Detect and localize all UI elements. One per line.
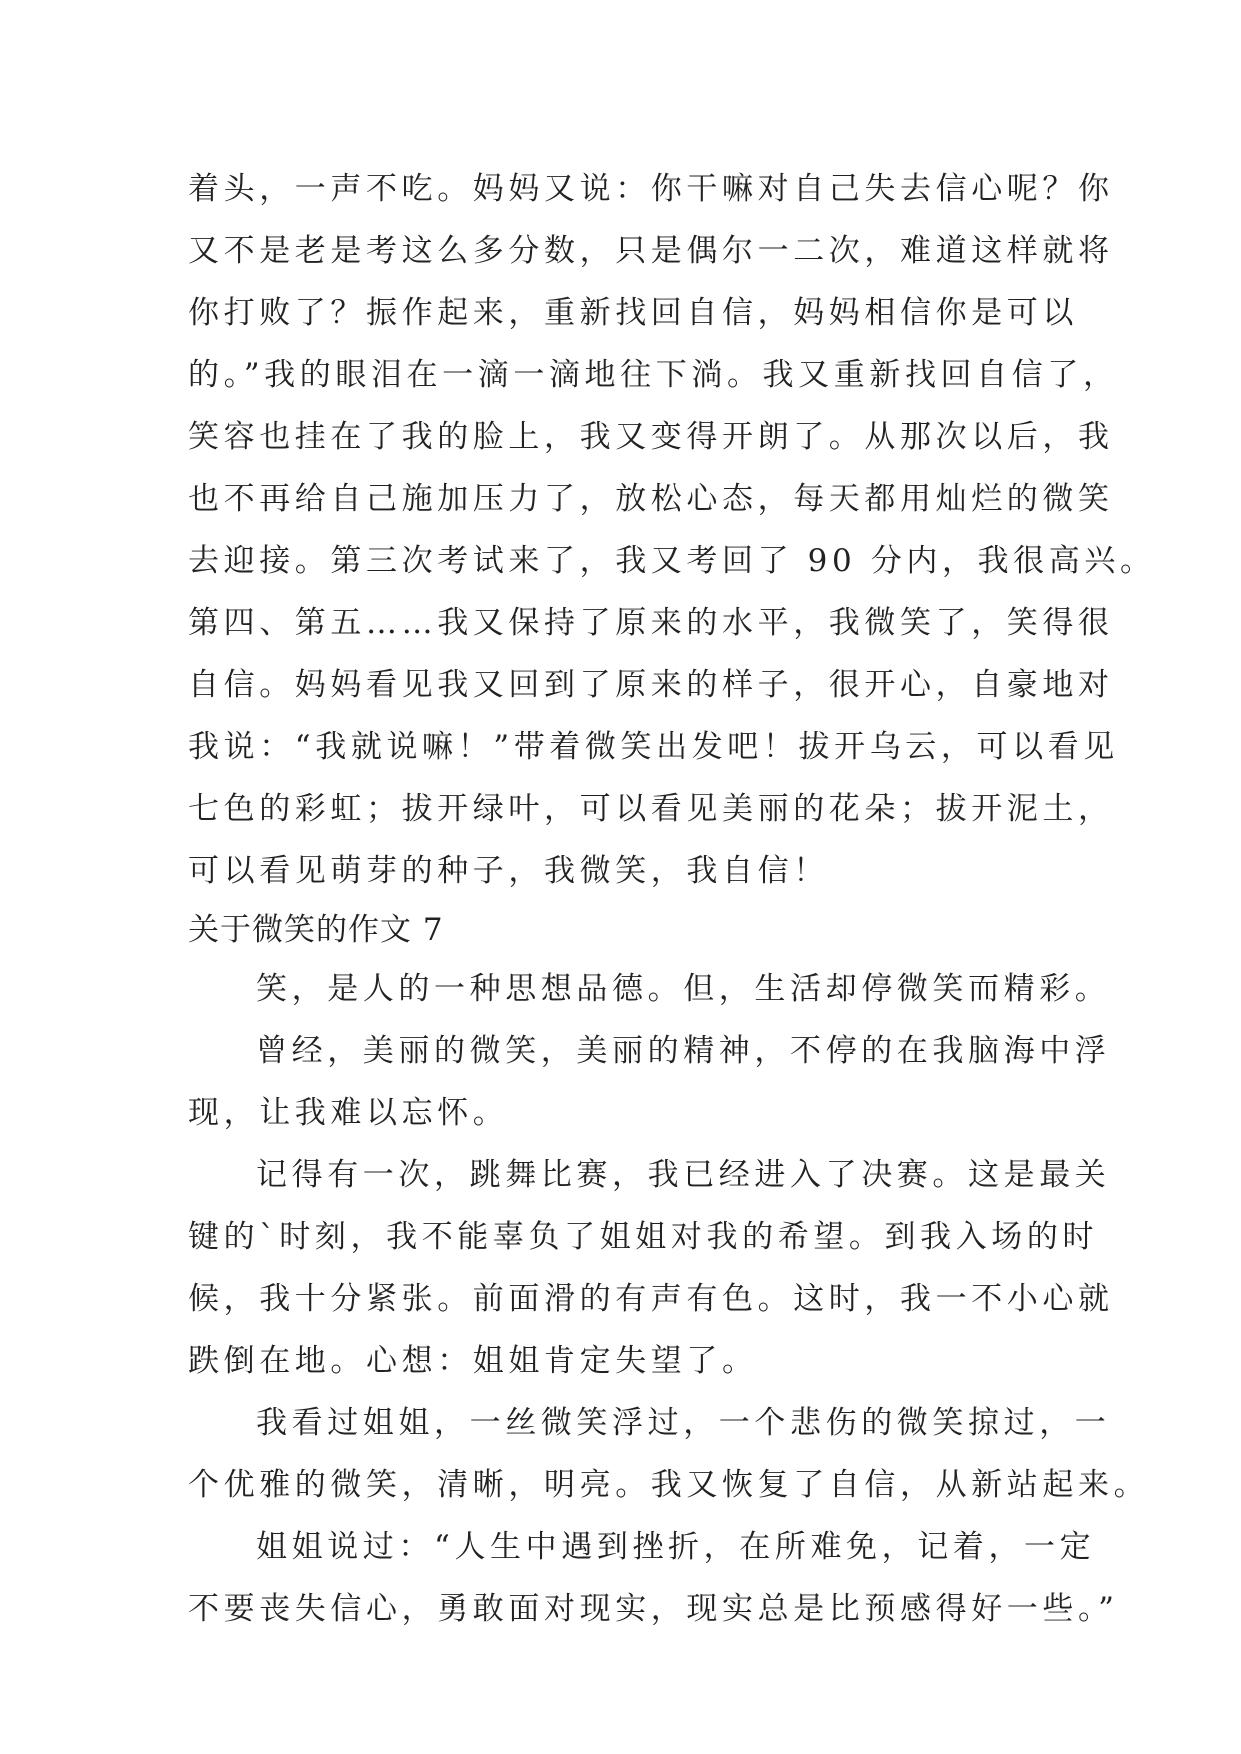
text-line: 着头，一声不吃。妈妈又说：你干嘛对自己失去信心呢？你 bbox=[188, 171, 1114, 207]
text-line: 自信。妈妈看见我又回到了原来的样子，很开心，自豪地对 bbox=[188, 667, 1114, 703]
text-line: 键的`时刻，我不能辜负了姐姐对我的希望。到我入场的时 bbox=[188, 1219, 1099, 1255]
text-line: 笑容也挂在了我的脸上，我又变得开朗了。从那次以后，我 bbox=[188, 419, 1114, 455]
text-line: 现，让我难以忘怀。 bbox=[188, 1095, 509, 1131]
text-line: 可以看见萌芽的种子，我微笑，我自信！ bbox=[188, 853, 829, 889]
text-line: 去迎接。第三次考试来了，我又考回了 90 分内，我很高兴。 bbox=[188, 543, 1156, 579]
text-line: 我说：“我就说嘛！”带着微笑出发吧！拔开乌云，可以看见 bbox=[188, 729, 1119, 765]
paragraph-first-line: 记得有一次，跳舞比赛，我已经进入了决赛。这是最关 bbox=[256, 1157, 1111, 1193]
text-line: 个优雅的微笑，清晰，明亮。我又恢复了自信，从新站起来。 bbox=[188, 1467, 1150, 1503]
document-body bbox=[188, 158, 1156, 1640]
text-line: 不要丧失信心，勇敢面对现实，现实总是比预感得好一些。” bbox=[188, 1591, 1119, 1627]
text-line: 七色的彩虹；拔开绿叶，可以看见美丽的花朵；拔开泥土， bbox=[188, 791, 1114, 827]
text-line: 候，我十分紧张。前面滑的有声有色。这时，我一不小心就 bbox=[188, 1281, 1114, 1317]
paragraph-first-line: 我看过姐姐，一丝微笑浮过，一个悲伤的微笑掠过，一 bbox=[256, 1405, 1111, 1441]
text-line: 的。”我的眼泪在一滴一滴地往下淌。我又重新找回自信了， bbox=[188, 357, 1119, 393]
text-line: 你打败了？振作起来，重新找回自信，妈妈相信你是可以 bbox=[188, 295, 1078, 331]
text-line: 也不再给自己施加压力了，放松心态，每天都用灿烂的微笑 bbox=[188, 481, 1114, 517]
paragraph-first-line: 笑，是人的一种思想品德。但，生活却停微笑而精彩。 bbox=[256, 971, 1111, 1007]
text-line: 又不是老是考这么多分数，只是偶尔一二次，难道这样就将 bbox=[188, 233, 1114, 269]
text-line: 跌倒在地。心想：姐姐肯定失望了。 bbox=[188, 1343, 758, 1379]
section-title: 关于微笑的作文 7 bbox=[188, 912, 444, 948]
paragraph-first-line: 曾经，美丽的微笑，美丽的精神，不停的在我脑海中浮 bbox=[256, 1033, 1111, 1069]
paragraph-first-line: 姐姐说过：“人生中遇到挫折，在所难免，记着，一定 bbox=[256, 1529, 1096, 1565]
text-line: 第四、第五……我又保持了原来的水平，我微笑了，笑得很 bbox=[188, 605, 1114, 641]
